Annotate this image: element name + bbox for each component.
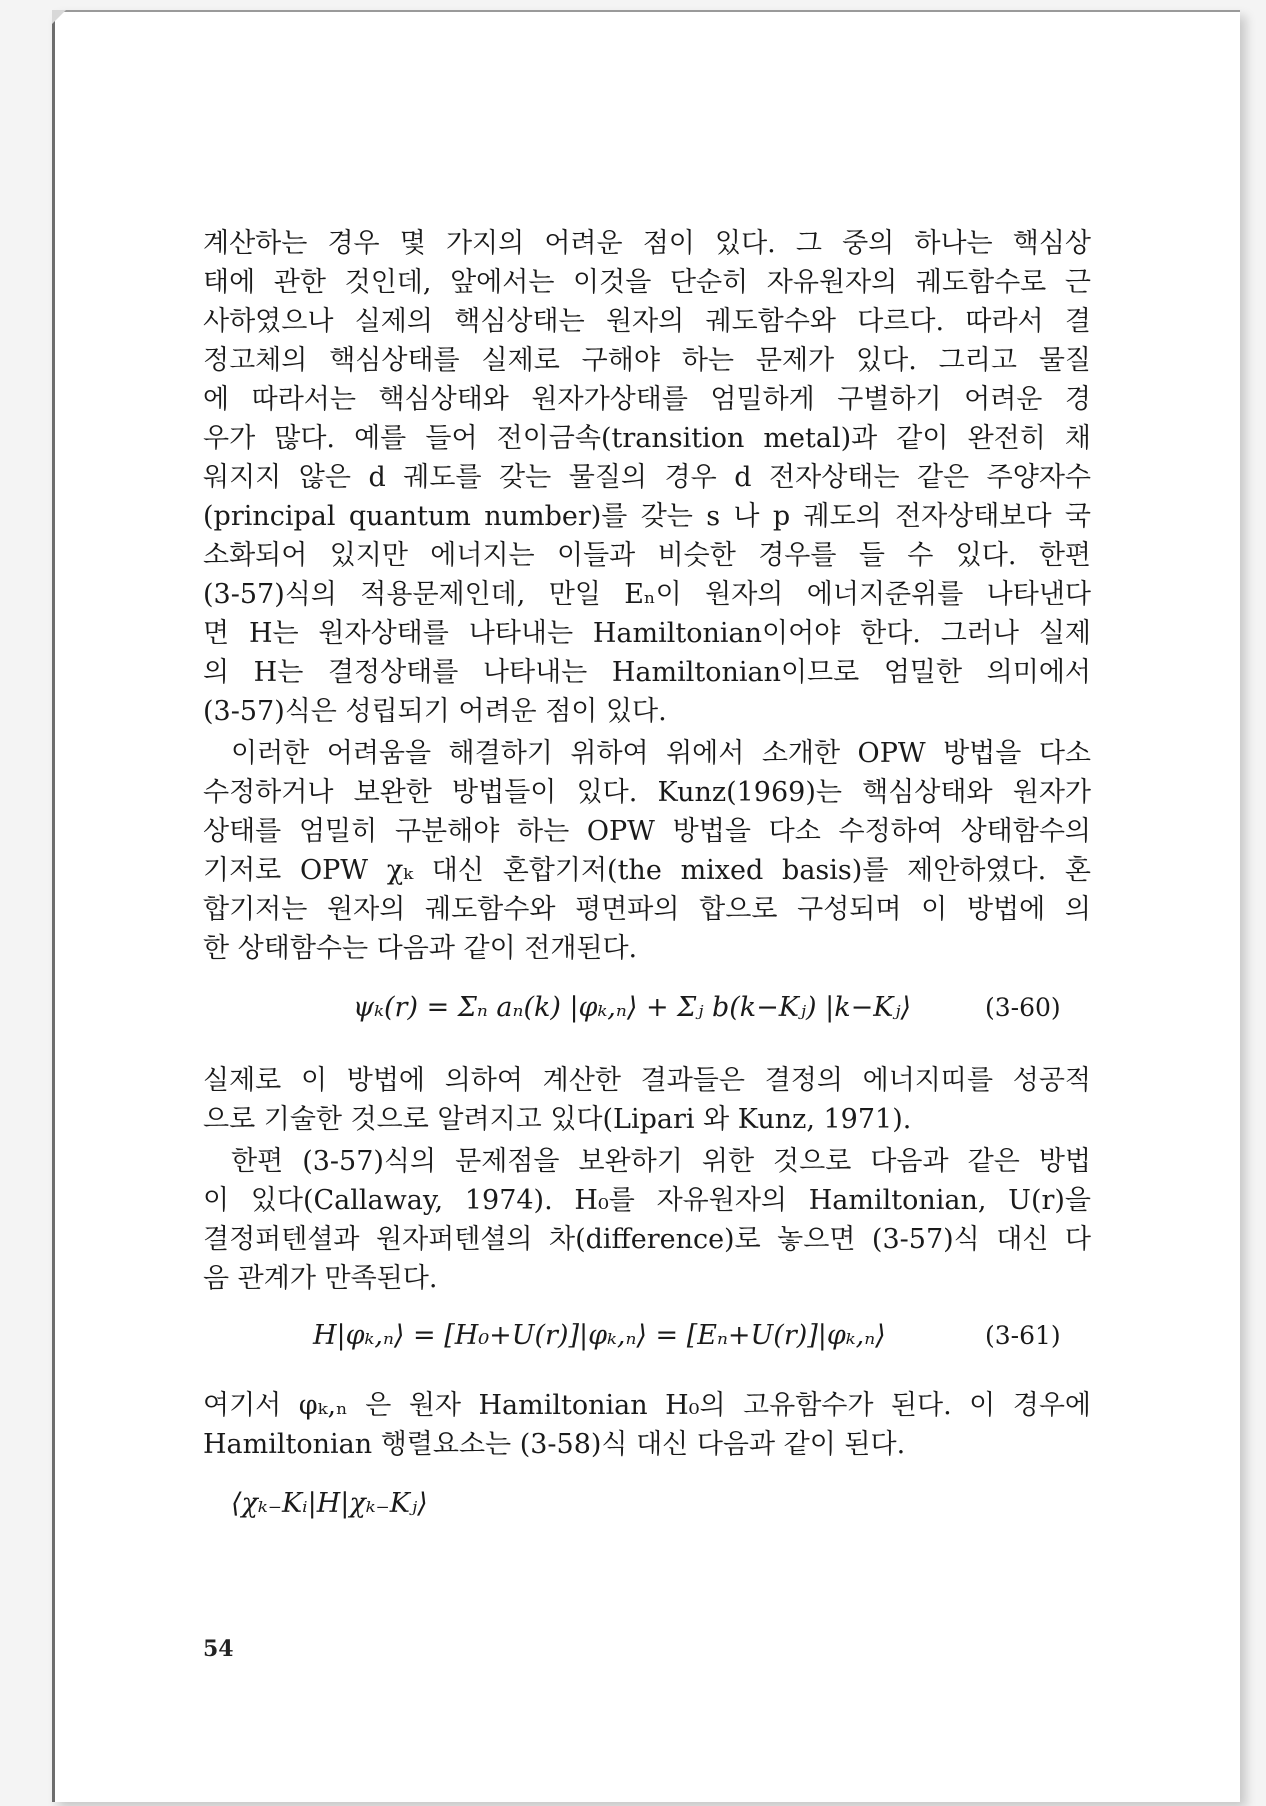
- text-line: 계산하는 경우 몇 가지의 어려운 점이 있다. 그 중의 하나는 핵심상: [203, 228, 1091, 259]
- text-line: 이러한 어려움을 해결하기 위하여 위에서 소개한 OPW 방법을 다소: [231, 738, 1091, 769]
- text-line: 면 H는 원자상태를 나타내는 Hamiltonian이어야 한다. 그러나 실제: [203, 618, 1091, 649]
- text-line: 태에 관한 것인데, 앞에서는 이것을 단순히 자유원자의 궤도함수로 근: [203, 267, 1091, 298]
- equation-number: (3-60): [985, 993, 1061, 1022]
- text-line: 여기서 φₖ,ₙ 은 원자 Hamiltonian H₀의 고유함수가 된다. 이 경우에: [203, 1390, 1091, 1421]
- text-line: 정고체의 핵심상태를 실제로 구해야 하는 문제가 있다. 그리고 물질: [203, 345, 1091, 376]
- matrix-element-expression: ⟨χₖ₋Kᵢ|H|χₖ₋Kⱼ⟩: [231, 1488, 428, 1519]
- text-line: 에 따라서는 핵심상태와 원자가상태를 엄밀하게 구별하기 어려운 경: [203, 384, 1091, 415]
- text-line: (3-57)식은 성립되기 어려운 점이 있다.: [203, 696, 667, 727]
- equation-3-61: H|φₖ,ₙ⟩ = [H₀+U(r)]|φₖ,ₙ⟩ = [Eₙ+U(r)]|φₖ,ₙ⟩: [313, 1320, 886, 1351]
- text-line: 소화되어 있지만 에너지는 이들과 비슷한 경우를 들 수 있다. 한편: [203, 540, 1091, 571]
- text-line: Hamiltonian 행렬요소는 (3-58)식 대신 다음과 같이 된다.: [203, 1429, 906, 1460]
- text-line: (principal quantum number)를 갖는 s 나 p 궤도의 전자상태보다 국: [203, 501, 1091, 532]
- text-line: 상태를 엄밀히 구분해야 하는 OPW 방법을 다소 수정하여 상태함수의: [203, 816, 1091, 847]
- text-line: 음 관계가 만족된다.: [203, 1263, 438, 1294]
- text-line: 수정하거나 보완한 방법들이 있다. Kunz(1969)는 핵심상태와 원자가: [203, 777, 1091, 808]
- text-line: 워지지 않은 d 궤도를 갖는 물질의 경우 d 전자상태는 같은 주양자수: [203, 462, 1091, 493]
- text-line: 합기저는 원자의 궤도함수와 평면파의 합으로 구성되며 이 방법에 의: [203, 894, 1091, 925]
- equation-3-60: ψₖ(r) = Σₙ aₙ(k) |φₖ,ₙ⟩ + Σⱼ b(k−Kⱼ) |k−Kⱼ⟩: [353, 992, 912, 1023]
- page-number: 54: [203, 1636, 234, 1662]
- text-line: 실제로 이 방법에 의하여 계산한 결과들은 결정의 에너지띠를 성공적: [203, 1065, 1091, 1096]
- text-line: 으로 기술한 것으로 알려지고 있다(Lipari 와 Kunz, 1971).: [203, 1104, 912, 1135]
- equation-number: (3-61): [985, 1321, 1061, 1350]
- text-line: 결정퍼텐셜과 원자퍼텐셜의 차(difference)로 놓으면 (3-57)식 대신 다: [203, 1224, 1091, 1255]
- text-line: 우가 많다. 예를 들어 전이금속(transition metal)과 같이 완전히 채: [203, 423, 1091, 454]
- text-line: 의 H는 결정상태를 나타내는 Hamiltonian이므로 엄밀한 의미에서: [203, 657, 1091, 688]
- text-line: 이 있다(Callaway, 1974). H₀를 자유원자의 Hamiltonian, U(r)을: [203, 1185, 1091, 1216]
- text-line: 기저로 OPW χₖ 대신 혼합기저(the mixed basis)를 제안하였다. 혼: [203, 855, 1091, 886]
- text-line: (3-57)식의 적용문제인데, 만일 Eₙ이 원자의 에너지준위를 나타낸다: [203, 579, 1091, 610]
- text-line: 한 상태함수는 다음과 같이 전개된다.: [203, 933, 638, 964]
- page-corner: [52, 10, 66, 24]
- text-line: 사하였으나 실제의 핵심상태는 원자의 궤도함수와 다르다. 따라서 결: [203, 306, 1091, 337]
- text-line: 한편 (3-57)식의 문제점을 보완하기 위한 것으로 다음과 같은 방법: [231, 1146, 1091, 1177]
